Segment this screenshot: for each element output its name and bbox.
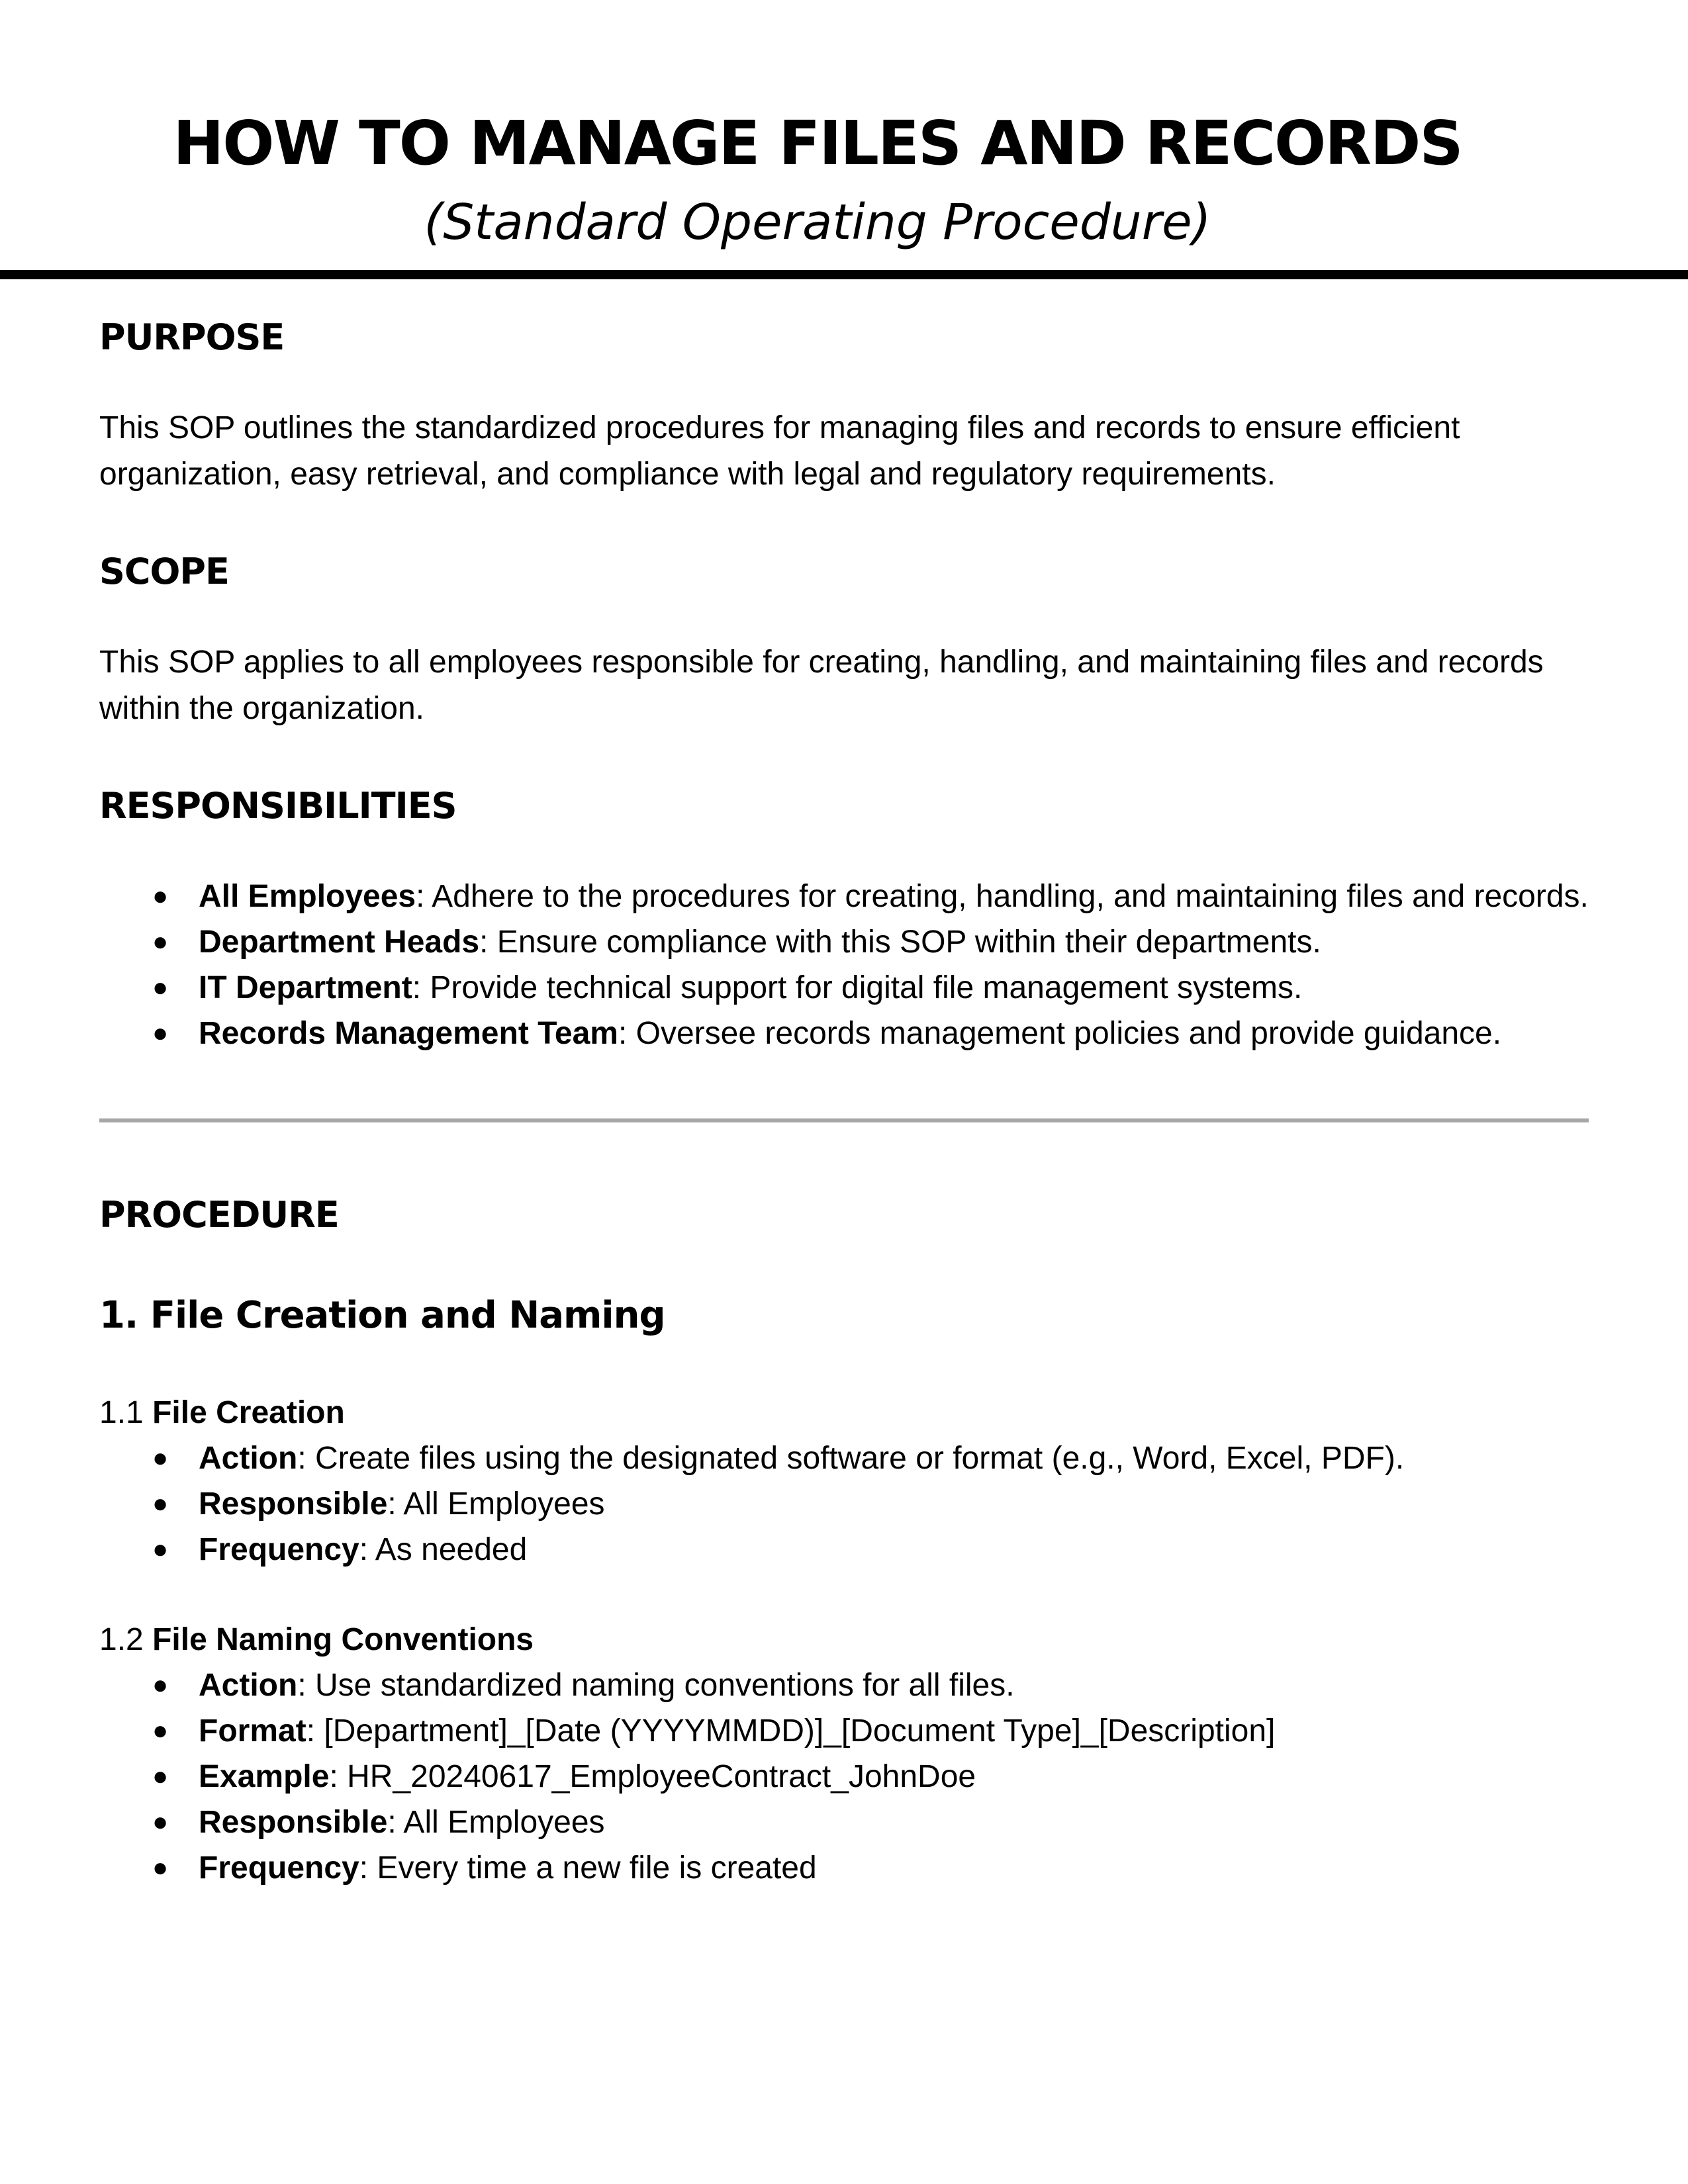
item-text: : [Department]_[Date (YYYYMMDD)]_[Document Type]_[Description] [306,1713,1276,1749]
list-item [99,919,1589,965]
responsibilities-list [99,874,1589,1056]
list-item [99,1662,1589,1708]
step-1-2-label: 1.2 File Naming Conventions [99,1622,534,1657]
bullet-icon: ● [152,1443,169,1473]
list-item [99,1435,1589,1481]
list-item [99,1754,1589,1799]
purpose-text: This SOP outlines the standardized procedures for managing files and records to ensure efficient organization, easy retrieval, and compliance with legal and regulatory requirements. [99,410,1460,492]
item-label: Responsible [199,1805,388,1840]
item-label: Records Management Team [199,1016,618,1051]
item-text: : Provide technical support for digital file management systems. [412,970,1303,1005]
document-body [99,311,1589,1891]
title-rule [0,270,1688,279]
item-text: : As needed [359,1532,528,1567]
bullet-icon: ● [152,1489,169,1518]
list-item [99,1481,1589,1527]
step-1-1-list [99,1435,1589,1572]
responsibilities-heading: RESPONSIBILITIES [99,785,457,827]
item-label: Responsible [199,1486,388,1522]
list-item [99,1708,1589,1754]
scope-heading: SCOPE [99,551,229,592]
list-item [99,1527,1589,1572]
bullet-icon: ● [152,1019,169,1048]
bullet-icon: ● [152,973,169,1002]
item-text: : Use standardized naming conventions for all files. [297,1668,1015,1703]
item-text: : Every time a new file is created [359,1850,817,1886]
bullet-icon: ● [152,1716,169,1745]
step-1-1-label: 1.1 File Creation [99,1395,345,1430]
bullet-icon: ● [152,1853,169,1882]
item-label: Action [199,1668,298,1703]
item-label: IT Department [199,970,412,1005]
bullet-icon: ● [152,927,169,956]
item-text: : All Employees [387,1805,605,1840]
item-label: Action [199,1441,298,1476]
bullet-icon: ● [152,882,169,911]
list-item [99,1011,1589,1056]
page-title: HOW TO MANAGE FILES AND RECORDS [173,108,1462,179]
procedure-heading: PROCEDURE [99,1194,339,1236]
bullet-icon: ● [152,1535,169,1564]
item-text: : Create files using the designated software or format (e.g., Word, Excel, PDF). [297,1441,1405,1476]
scope-text: This SOP applies to all employees responsible for creating, handling, and maintaining files and records within the organization. [99,645,1544,726]
section-1-title: 1. File Creation and Naming [99,1294,665,1337]
item-label: Example [199,1759,330,1794]
item-label: Format [199,1713,306,1749]
list-item [99,965,1589,1011]
item-label: Department Heads [199,925,480,960]
item-text: : All Employees [387,1486,605,1522]
item-text: : Adhere to the procedures for creating, handling, and maintaining files and records. [416,879,1589,914]
list-item [99,1799,1589,1845]
list-item [99,874,1589,919]
list-item [99,1845,1589,1891]
item-text: : Oversee records management policies and provide guidance. [618,1016,1502,1051]
bullet-icon: ● [152,1807,169,1837]
step-1-2-list [99,1662,1589,1891]
bullet-icon: ● [152,1670,169,1700]
page-subtitle: (Standard Operating Procedure) [424,194,1211,251]
item-text: : HR_20240617_EmployeeContract_JohnDoe [329,1759,976,1794]
item-label: Frequency [199,1850,359,1886]
item-label: All Employees [199,879,416,914]
item-label: Frequency [199,1532,359,1567]
item-text: : Ensure compliance with this SOP within their departments. [479,925,1321,960]
purpose-heading: PURPOSE [99,316,285,358]
bullet-icon: ● [152,1762,169,1791]
